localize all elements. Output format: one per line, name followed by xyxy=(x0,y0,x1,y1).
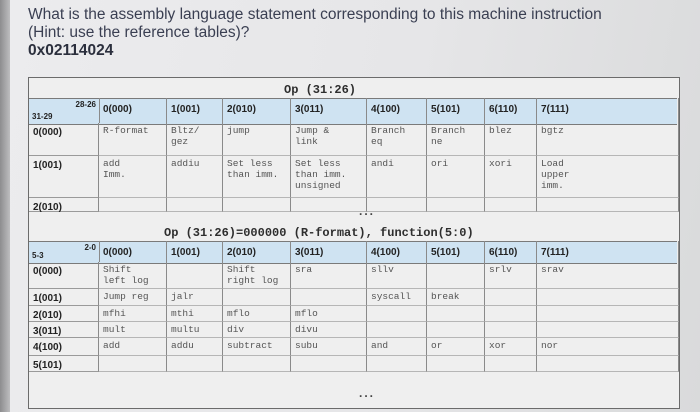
table2-table-cell xyxy=(291,289,367,306)
table2-corner-top-label: 2-0 xyxy=(84,243,96,252)
table2-table-cell xyxy=(537,356,679,372)
table1-col-header: 4(100) xyxy=(367,98,427,123)
table2-corner xyxy=(29,241,100,262)
table2-table-cell: and xyxy=(367,338,427,356)
table2-table-cell: addu xyxy=(167,338,223,356)
table2-col-header: 5(101) xyxy=(427,241,485,262)
table2-table-cell: break xyxy=(427,289,485,306)
table1-table-cell xyxy=(485,198,537,212)
table2-table-cell xyxy=(427,322,485,338)
table1-continuation-dots: ... xyxy=(359,204,376,218)
table2-table-cell: Shift left log xyxy=(99,262,167,289)
table2-continuation-dots: ... xyxy=(359,386,376,400)
table1-table-cell: R-format xyxy=(99,123,167,156)
table2-table-cell: mult xyxy=(99,322,167,338)
table2-table-cell: mflo xyxy=(223,306,291,322)
table2-row-label: 1(001) xyxy=(29,289,99,306)
table2-table-cell xyxy=(485,322,537,338)
table2-table-cell: mthi xyxy=(167,306,223,322)
table2-row-label: 2(010) xyxy=(29,306,99,322)
table1-table-cell: Set less than imm. xyxy=(223,156,291,198)
table2-table-cell xyxy=(537,289,679,306)
table1-col-header: 6(110) xyxy=(485,98,537,123)
table2-table-cell xyxy=(291,356,367,372)
table2-table-cell: nor xyxy=(537,338,679,356)
table1-table-cell: andi xyxy=(367,156,427,198)
table1-table-cell: addiu xyxy=(167,156,223,198)
table2-table-cell xyxy=(427,356,485,372)
opcode-table-title: Op (31:26) xyxy=(284,83,357,97)
table1-col-header: 0(000) xyxy=(99,98,167,123)
table2-table-cell xyxy=(223,356,291,372)
question-line-2: (Hint: use the reference tables)? xyxy=(28,24,250,41)
question-text xyxy=(28,6,668,60)
table2-table-cell xyxy=(367,356,427,372)
table1-table-cell: Jump & link xyxy=(291,123,367,156)
table2-row-label: 0(000) xyxy=(29,262,99,289)
table1-col-header: 2(010) xyxy=(223,98,291,123)
table1-table-cell: Branch ne xyxy=(427,123,485,156)
table2-table-cell: Shift right log xyxy=(223,262,291,289)
table1-row-label: 1(001) xyxy=(29,156,99,198)
table1-table-cell: xori xyxy=(485,156,537,198)
table1-table-cell xyxy=(167,198,223,212)
table1-col-header: 7(111) xyxy=(537,98,679,123)
table2-table-cell xyxy=(427,306,485,322)
table2-col-header: 7(111) xyxy=(537,241,679,262)
table2-table-cell: xor xyxy=(485,338,537,356)
table2-table-cell xyxy=(99,356,167,372)
table1-col-header: 1(001) xyxy=(167,98,223,123)
table1-table-cell xyxy=(99,198,167,212)
table2-table-cell xyxy=(485,306,537,322)
table2-table-cell: Jump reg xyxy=(99,289,167,306)
machine-code: 0x02114024 xyxy=(28,42,114,59)
table2-col-header: 2(010) xyxy=(223,241,291,262)
table2-table-cell xyxy=(167,262,223,289)
table2-table-cell: mfhi xyxy=(99,306,167,322)
table2-table-cell: div xyxy=(223,322,291,338)
table1-table-cell: add Imm. xyxy=(99,156,167,198)
table1-table-cell: Set less than imm. unsigned xyxy=(291,156,367,198)
table1-table-cell xyxy=(537,198,679,212)
table2-table-cell: sllv xyxy=(367,262,427,289)
table2-table-cell: syscall xyxy=(367,289,427,306)
table2-row-label: 3(011) xyxy=(29,322,99,338)
table1-table-cell xyxy=(427,198,485,212)
table2-table-cell xyxy=(485,356,537,372)
table1-table-cell: ori xyxy=(427,156,485,198)
table2-table-cell xyxy=(537,322,679,338)
table1-corner xyxy=(29,98,100,123)
table1-row-label: 0(000) xyxy=(29,123,99,156)
table2-table-cell: mflo xyxy=(291,306,367,322)
table1-table-cell: Branch eq xyxy=(367,123,427,156)
table2-table-cell xyxy=(367,306,427,322)
table2-row-label: 4(100) xyxy=(29,338,99,356)
table2-table-cell: add xyxy=(99,338,167,356)
table2-col-header: 4(100) xyxy=(367,241,427,262)
table1-corner-top-label: 28-26 xyxy=(75,100,96,109)
table1-table-cell: Load upper imm. xyxy=(537,156,679,198)
table2-table-cell xyxy=(485,289,537,306)
table2-table-cell: subu xyxy=(291,338,367,356)
table2-table-cell xyxy=(167,356,223,372)
table1-table-cell xyxy=(367,198,427,212)
table2-corner-bottom-label: 5-3 xyxy=(32,251,44,260)
table2-col-header: 0(000) xyxy=(99,241,167,262)
table1-table-cell: jump xyxy=(223,123,291,156)
table1-table-cell xyxy=(223,198,291,212)
reference-table xyxy=(28,77,680,409)
page-edge-shadow xyxy=(0,0,10,412)
table2-row-label: 5(101) xyxy=(29,356,99,372)
table2-table-cell xyxy=(537,306,679,322)
rformat-table-title: Op (31:26)=000000 (R-format), function(5:0) xyxy=(164,226,474,240)
table2-table-cell: or xyxy=(427,338,485,356)
question-line-1: What is the assembly language statement corresponding to this machine instruction xyxy=(28,6,602,23)
table2-table-cell: divu xyxy=(291,322,367,338)
table1-row-label: 2(010) xyxy=(29,198,99,212)
table2-table-cell: srlv xyxy=(485,262,537,289)
table1-table-cell xyxy=(291,198,367,212)
table1-col-header: 5(101) xyxy=(427,98,485,123)
table2-table-cell: sra xyxy=(291,262,367,289)
table2-table-cell xyxy=(223,289,291,306)
table2-table-cell xyxy=(427,262,485,289)
table1-table-cell: blez xyxy=(485,123,537,156)
table1-table-cell: Bltz/ gez xyxy=(167,123,223,156)
table2-table-cell: srav xyxy=(537,262,679,289)
table1-table-cell: bgtz xyxy=(537,123,679,156)
table2-col-header: 6(110) xyxy=(485,241,537,262)
table2-table-cell xyxy=(367,322,427,338)
table2-col-header: 3(011) xyxy=(291,241,367,262)
table2-table-cell: subtract xyxy=(223,338,291,356)
table1-col-header: 3(011) xyxy=(291,98,367,123)
table2-col-header: 1(001) xyxy=(167,241,223,262)
table2-table-cell: multu xyxy=(167,322,223,338)
table1-corner-bottom-label: 31-29 xyxy=(32,112,53,121)
table2-table-cell: jalr xyxy=(167,289,223,306)
